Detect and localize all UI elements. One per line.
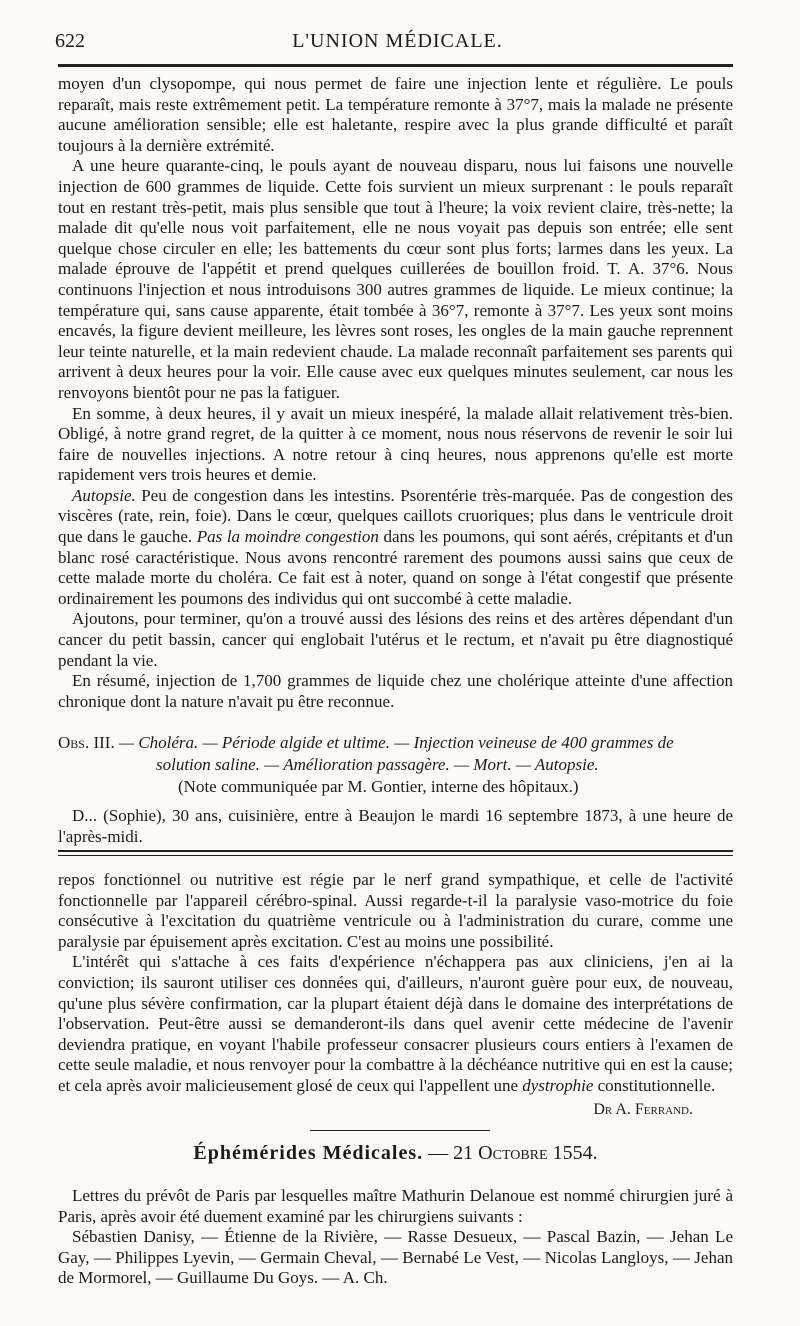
- ephemerides-body: [58, 1186, 733, 1289]
- paragraph: A une heure quarante-cinq, le pouls ayant de nouveau disparu, nous lui faisons une nouvelle injection de 600 grammes de liquide. Cette fois survient un mieux surprenant : le pouls reparaît tout en restant très-petit, mais plus sensible que tout à l'heure; la voix revient claire, très-nette; la malade dit qu'elle nous voit parfaitement, elle ne nous voyait pas depuis son entrée; elle sent quelque chose circuler en elle; les battements du cœur sont plus forts; larmes dans les yeux. La malade éprouve de l'appétit et prend quelques cuillerées de bouillon froid. T. A. 37°6. Nous continuons l'injection et nous introduisons 300 autres grammes de liquide. Le mieux continue; la température qui, sans cause apparente, était tombée à 36°7, remonte à 37°7. Les yeux sont moins encavés, la figure devient meilleure, les lèvres sont roses, les ongles de la main gauche reprennent leur teinte naturelle, et la main redevient chaude. La malade reconnaît parfaitement ses parents qui arrivent à deux heures pour la voir. Elle cause avec eux quelques minutes seulement, car nous les renvoyons bientôt pour ne pas la fatiguer.: [58, 156, 733, 402]
- ephemerides-title: Éphémérides Médicales.: [193, 1142, 424, 1164]
- autopsy-label: Autopsie.: [72, 485, 136, 505]
- article-continuation: [58, 870, 733, 1119]
- ephemerides-date: — 21 Octobre 1554.: [428, 1142, 598, 1164]
- observation-line: [58, 754, 733, 776]
- observation-title-cont: solution saline. — Amélioration passagère. — Mort. — Autopsie.: [156, 755, 599, 774]
- header-rule: [58, 64, 733, 67]
- section-rule: [58, 855, 733, 856]
- page-header: [55, 30, 740, 56]
- paragraph: moyen d'un clysopompe, qui nous permet de faire une injection lente et régulière. Le pouls reparaît, mais reste extrêmement petit. La température remonte à 37°7, mais la malade ne présente aucune amélioration sensible; elle est haletante, respire avec la plus grande difficulté et paraît toujours à la dernière extrémité.: [58, 74, 733, 155]
- paragraph: En somme, à deux heures, il y avait un mieux inespéré, la malade allait relativement très-bien. Obligé, à notre grand regret, de la quitter à ce moment, nous nous réservons de revenir le soir lui faire de nouvelles injections. A notre retour à cinq heures, nous apprenons qu'elle est morte rapidement vers trois heures et demie.: [58, 403, 733, 485]
- page-number: 622: [55, 30, 85, 52]
- autopsy-text: dans les poumons, qui sont aérés, crépitants et d'un blanc rosé caractéristique. Nous avons rencontré rarement des poumons aussi sains que ceux de cette malade morte du choléra. Ce fait est à noter, quand on songe à l'état congestif que présente ordinairement les poumons des individus qui ont succombé à cette maladie.: [58, 527, 734, 608]
- observation-title: — Choléra. — Période algide et ultime. — Injection veineuse de 400 grammes de: [118, 733, 674, 752]
- autopsy-paragraph: [58, 486, 733, 610]
- paragraph: Lettres du prévôt de Paris par lesquelles maître Mathurin Delanoue est nommé chirurgien juré à Paris, après avoir été duement examiné par les chirurgiens suivants :: [58, 1186, 733, 1226]
- section-rule: [58, 850, 733, 852]
- paragraph-text: constitutionnelle.: [593, 1075, 716, 1095]
- author-signature: Dr A. Ferrand.: [593, 1100, 693, 1118]
- journal-title: L'UNION MÉDICALE.: [292, 30, 503, 52]
- paragraph: Sébastien Danisy, — Étienne de la Rivière, — Rasse Desueux, — Pascal Bazin, — Jehan Le Gay, — Philippes Lyevin, — Germain Cheval, — Bernabé Le Vest, — Nicolas Langloys, — Jehan de Mormorel, — Guillaume Du Goys. — A. Ch.: [58, 1227, 733, 1288]
- observation-line: [58, 732, 733, 754]
- observation-label: Obs. III.: [58, 733, 115, 752]
- italic-phrase: Pas la moindre congestion: [196, 527, 379, 547]
- paragraph-text: L'intérêt qui s'attache à ces faits d'expérience n'échappera pas aux cliniciens, j'en ai la conviction; ils sauront utiliser ces données qui, d'ailleurs, n'auront guère pour eux, de nouveau, qu'une plus sévère confirmation, car la plupart étaient déjà dans le domaine des interprétations de l'observation. Peut-être aussi se demanderont-ils dans quel avenir cette médecine de l'avenir deviendra pratique, en voyant l'habile professeur consacrer plusieurs cours entiers à l'examen de cette seule maladie, et nous renvoyer pour la combattre à la déchéance nutritive qui en est la cause; et cela après avoir malicieusement glosé de ceux qui l'appellent une: [58, 952, 733, 1095]
- observation-text: D... (Sophie), 30 ans, cuisinière, entre à Beaujon le mardi 16 septembre 1873, à une heure de l'après-midi.: [58, 806, 733, 846]
- paragraph: En résumé, injection de 1,700 grammes de liquide chez une cholérique atteinte d'une affection chronique dont la nature n'avait pu être reconnue.: [58, 671, 733, 711]
- observation-heading: [58, 732, 733, 847]
- short-rule: [310, 1130, 490, 1131]
- observation-note: (Note communiquée par M. Gontier, interne des hôpitaux.): [178, 777, 579, 796]
- paragraph: Ajoutons, pour terminer, qu'on a trouvé aussi des lésions des reins et des artères dépendant d'un cancer du petit bassin, cancer qui englobait l'utérus et le rectum, et n'avait pu être diagnostiqué pendant la vie.: [58, 609, 733, 670]
- paragraph: [58, 952, 733, 1096]
- ephemerides-heading: [58, 1142, 733, 1165]
- case-report-section: [58, 74, 733, 712]
- autopsy-text: Peu de congestion dans les intestins. Psorentérie très-marquée. Pas de congestion des viscères (rate, rein, foie). Dans le cœur, quelques caillots cruoriques; plus dans le ventricule droit que dans le gauche.: [58, 485, 733, 547]
- paragraph: repos fonctionnel ou nutritive est régie par le nerf grand sympathique, et celle de l'activité fonctionnelle par l'appareil cérébro-spinal. Aussi regarde-t-il la paralysie vaso-motrice du foie consécutive à l'excitation du quatrième ventricule ou à l'administration du curare, comme une paralysie par épuisement après excitation. C'est au moins une possibilité.: [58, 870, 733, 951]
- italic-word: dystrophie: [522, 1075, 594, 1095]
